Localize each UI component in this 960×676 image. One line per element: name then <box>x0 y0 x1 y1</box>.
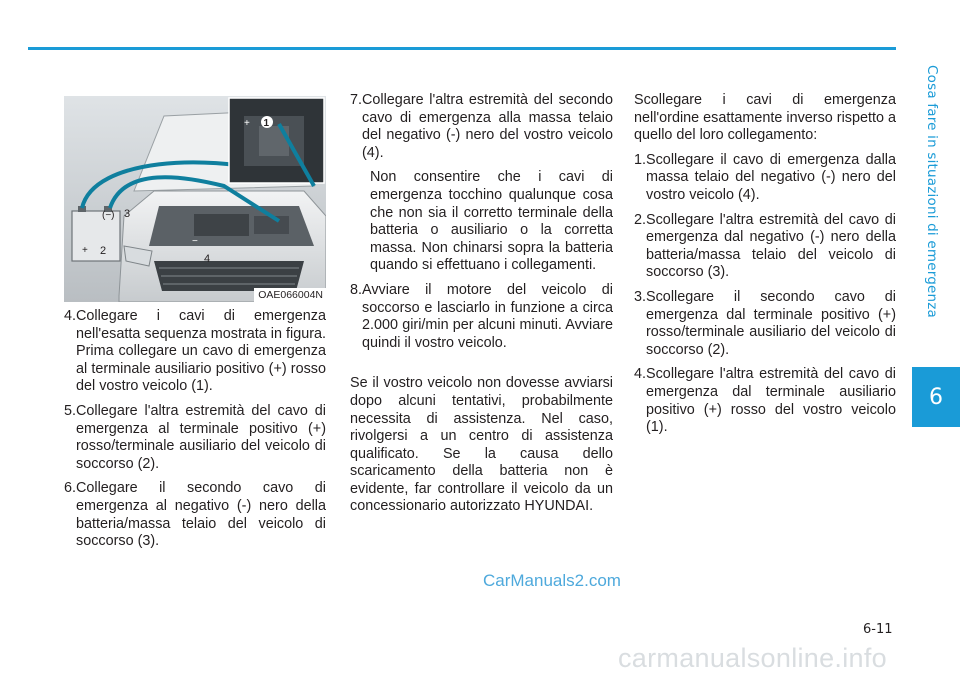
step-7-note: Non consentire che i cavi di emergenza tocchino qualunque cosa che non sia il corretto terminale della batteria o ausiliario o la corretta massa. Non chinarsi sopra la batteria quando si effettuano i collegamenti. <box>370 169 613 274</box>
step-text: Collegare i cavi di emergenza nell'esatta sequenza mostrata in figura. Prima collegare un cavo di emergenza al terminale ausiliario positivo (+) rosso del vostro veicolo (1). <box>76 308 326 395</box>
spacer <box>350 359 613 375</box>
step-text: Collegare il secondo cavo di emergenza al negativo (-) nero della batteria/massa telaio del veicolo di soccorso (3). <box>76 480 326 550</box>
step-number: 1. <box>634 151 647 168</box>
disconnect-step-2 <box>634 212 896 282</box>
section-title: Cosa fare in situazioni di emergenza <box>924 65 940 319</box>
step-number: 5. <box>64 402 77 419</box>
step-text: Collegare l'altra estremità del cavo di emergenza al terminale positivo (+) rosso/terminale ausiliario del veicolo di soccorso (2). <box>76 402 326 472</box>
step-number: 4. <box>634 366 647 383</box>
step-number: 3. <box>634 288 647 305</box>
column-middle <box>350 92 613 523</box>
assistance-paragraph: Se il vostro veicolo non dovesse avviarsi dopo alcuni tentativi, probabilmente necessita di assistenza. Nel caso, rivolgersi a un centro di assistenza qualificato. Se la causa dello scaricamento della batteria non è evidente, far controllare il veicolo da un concessionario autorizzato HYUNDAI. <box>350 375 613 515</box>
column-right <box>634 92 896 444</box>
step-text: Scollegare l'altra estremità del cavo di emergenza dal negativo (-) nero della batteria/massa telaio del veicolo di soccorso (3). <box>646 211 896 281</box>
step-text: Collegare l'altra estremità del secondo cavo di emergenza alla massa telaio del negativo (-) nero del vostro veicolo (4). <box>362 92 613 161</box>
step-4 <box>64 308 326 396</box>
inset-plus-symbol: + <box>244 118 250 129</box>
step-text: Avviare il motore del veicolo di soccorso e lasciarlo in funzione a circa 2.000 giri/min per alcuni minuti. Avviare quindi il vostro veicolo. <box>362 281 613 351</box>
step-number: 2. <box>634 211 647 228</box>
disconnect-intro: Scollegare i cavi di emergenza nell'ordine esattamente inverso rispetto a quello del loro collegamento: <box>634 92 896 144</box>
step-number: 6. <box>64 480 77 497</box>
step-8 <box>350 282 613 352</box>
carmanuals-watermark[interactable]: CarManuals2.com <box>483 571 621 590</box>
callout-1: 1 <box>263 118 270 129</box>
callout-3: 3 <box>124 208 131 220</box>
header-rule <box>28 47 896 50</box>
disconnect-step-4 <box>634 366 896 436</box>
disconnect-step-3 <box>634 289 896 359</box>
figure-code: OAE066004N <box>254 288 326 302</box>
step-text: Scollegare il secondo cavo di emergenza dal terminale positivo (+) rosso/terminale ausiliario del veicolo di soccorso (2). <box>646 288 896 358</box>
step-number: 7. <box>350 92 363 108</box>
engine-bay-illustration <box>64 96 326 302</box>
carmanualsonline-watermark: carmanualsonline.info <box>618 643 887 673</box>
step-5 <box>64 403 326 473</box>
step-text: Scollegare l'altra estremità del cavo di emergenza dal terminale ausiliario positivo (+) rosso del vostro veicolo (1). <box>646 366 896 436</box>
callout-4: 4 <box>204 253 211 265</box>
jump-start-figure <box>64 96 326 302</box>
step-text: Scollegare il cavo di emergenza dalla massa telaio del negativo (-) nero del vostro veicolo (4). <box>646 151 896 203</box>
chapter-tab: 6 <box>912 367 960 427</box>
callout-2: 2 <box>100 245 107 257</box>
column-left <box>64 96 326 558</box>
disconnect-step-1 <box>634 152 896 205</box>
page-number: 6-11 <box>863 622 893 637</box>
step-number: 4. <box>64 308 77 324</box>
battery-plus-symbol: + <box>82 245 88 256</box>
step-6 <box>64 480 326 550</box>
battery-minus-symbol: (−) <box>102 210 115 221</box>
step-number: 8. <box>350 281 363 298</box>
ground-minus-symbol: − <box>192 236 198 247</box>
step-7 <box>350 92 613 162</box>
